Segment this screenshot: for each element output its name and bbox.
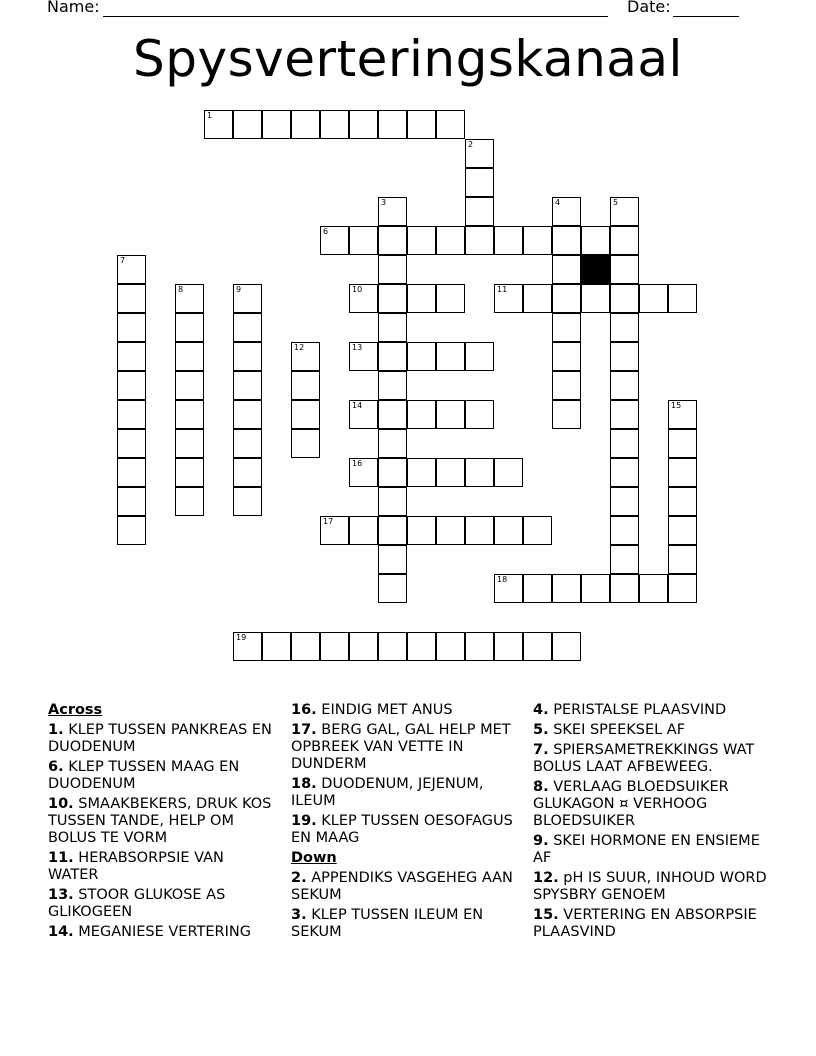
clue-item-number: 14.	[48, 924, 74, 940]
crossword-cell[interactable]	[639, 284, 668, 313]
clue-number: 12	[294, 343, 305, 352]
crossword-cell[interactable]	[668, 487, 697, 516]
crossword-cell[interactable]	[465, 632, 494, 661]
crossword-cell[interactable]	[378, 313, 407, 342]
clue-item	[533, 722, 773, 739]
crossword-cell[interactable]	[117, 429, 146, 458]
clue-number: 18	[497, 575, 508, 584]
crossword-cell[interactable]	[610, 284, 639, 313]
crossword-cell[interactable]	[523, 516, 552, 545]
clue-number: 4	[555, 198, 561, 207]
clue-item-number: 9.	[533, 833, 549, 849]
crossword-cell[interactable]	[523, 574, 552, 603]
clue-item	[48, 759, 273, 793]
crossword-cell[interactable]	[262, 110, 291, 139]
crossword-cell[interactable]	[233, 429, 262, 458]
crossword-cell[interactable]	[291, 371, 320, 400]
clues-column-3	[533, 702, 773, 944]
crossword-cell[interactable]	[175, 342, 204, 371]
crossword-cell[interactable]	[175, 284, 204, 313]
crossword-cell[interactable]	[465, 168, 494, 197]
crossword-cell[interactable]	[233, 284, 262, 313]
clue-item	[291, 907, 521, 941]
crossword-cell[interactable]	[320, 110, 349, 139]
crossword-cell[interactable]	[436, 284, 465, 313]
crossword-cell[interactable]	[378, 429, 407, 458]
crossword-cell[interactable]	[465, 226, 494, 255]
crossword-cell[interactable]	[175, 429, 204, 458]
clue-item-number: 13.	[48, 887, 74, 903]
crossword-cell[interactable]	[233, 400, 262, 429]
clue-item-text: EINDIG MET ANUS	[321, 702, 453, 718]
clue-number: 13	[352, 343, 363, 352]
crossword-cell[interactable]	[552, 371, 581, 400]
clues-column-2	[291, 702, 521, 944]
crossword-cell[interactable]	[233, 110, 262, 139]
clue-item-text: SPIERSAMETREKKINGS WAT BOLUS LAAT AFBEWEEG.	[533, 742, 755, 775]
clue-item-text: PERISTALSE PLAASVIND	[553, 702, 727, 718]
clues-section-heading: Down	[291, 850, 337, 866]
crossword-cell[interactable]	[378, 197, 407, 226]
crossword-cell[interactable]	[320, 632, 349, 661]
clue-item	[291, 870, 521, 904]
clue-number: 14	[352, 401, 363, 410]
crossword-cell[interactable]	[523, 226, 552, 255]
clue-item	[48, 924, 273, 941]
crossword-cell[interactable]	[407, 458, 436, 487]
crossword-cell[interactable]	[117, 458, 146, 487]
clue-item-text: APPENDIKS VASGEHEG AAN SEKUM	[291, 870, 513, 903]
clue-item-text: VERTERING EN ABSORPSIE PLAASVIND	[533, 907, 757, 940]
clue-item	[48, 796, 273, 847]
clue-item-number: 10.	[48, 796, 74, 812]
crossword-cell[interactable]	[175, 313, 204, 342]
clue-item-number: 12.	[533, 870, 559, 886]
crossword-cell[interactable]	[610, 342, 639, 371]
crossword-cell[interactable]	[552, 313, 581, 342]
clue-item-number: 19.	[291, 813, 317, 829]
clue-item-number: 16.	[291, 702, 317, 718]
crossword-cell[interactable]	[291, 342, 320, 371]
clue-item	[533, 870, 773, 904]
clue-item-number: 18.	[291, 776, 317, 792]
clue-number: 19	[236, 633, 247, 642]
clue-item-text: SMAAKBEKERS, DRUK KOS TUSSEN TANDE, HELP OM BOLUS TE VORM	[48, 796, 272, 846]
clue-number: 5	[613, 198, 619, 207]
crossword-cell[interactable]	[378, 632, 407, 661]
crossword-cell[interactable]	[610, 371, 639, 400]
crossword-cell[interactable]	[117, 342, 146, 371]
crossword-cell[interactable]	[378, 342, 407, 371]
crossword-cell[interactable]	[407, 110, 436, 139]
clue-item	[533, 702, 773, 719]
crossword-cell[interactable]	[494, 226, 523, 255]
clue-item-number: 3.	[291, 907, 307, 923]
crossword-cell[interactable]	[494, 458, 523, 487]
crossword-cell[interactable]	[552, 400, 581, 429]
clue-item-number: 6.	[48, 759, 64, 775]
crossword-cell[interactable]	[407, 632, 436, 661]
clue-number: 11	[497, 285, 508, 294]
crossword-cell[interactable]	[349, 632, 378, 661]
crossword-cell[interactable]	[610, 574, 639, 603]
crossword-cell[interactable]	[349, 400, 378, 429]
clue-item-text: KLEP TUSSEN MAAG EN DUODENUM	[48, 759, 240, 792]
clue-item	[291, 702, 521, 719]
clue-item-text: DUODENUM, JEJENUM, ILEUM	[291, 776, 484, 809]
crossword-cell[interactable]	[610, 313, 639, 342]
clue-item-text: pH IS SUUR, INHOUD WORD SPYSBRY GENOEM	[533, 870, 767, 903]
crossword-cell[interactable]	[117, 400, 146, 429]
clue-item-text: STOOR GLUKOSE AS GLIKOGEEN	[48, 887, 226, 920]
crossword-cell[interactable]	[233, 458, 262, 487]
crossword-cell[interactable]	[378, 400, 407, 429]
clue-number: 6	[323, 227, 329, 236]
clue-number: 7	[120, 256, 126, 265]
clue-item-number: 7.	[533, 742, 549, 758]
crossword-cell[interactable]	[523, 284, 552, 313]
crossword-cell[interactable]	[523, 632, 552, 661]
name-label: Name:	[47, 0, 100, 16]
crossword-cell[interactable]	[117, 371, 146, 400]
clue-number: 2	[468, 140, 474, 149]
crossword-cell[interactable]	[407, 342, 436, 371]
crossword-cell[interactable]	[378, 487, 407, 516]
crossword-cell[interactable]	[465, 400, 494, 429]
crossword-cell[interactable]	[610, 197, 639, 226]
crossword-cell[interactable]	[668, 516, 697, 545]
crossword-cell[interactable]	[175, 400, 204, 429]
crossword-cell[interactable]	[204, 110, 233, 139]
crossword-cell[interactable]	[407, 400, 436, 429]
clue-item-text: KLEP TUSSEN ILEUM EN SEKUM	[291, 907, 484, 940]
crossword-cell[interactable]	[581, 574, 610, 603]
crossword-cell[interactable]	[436, 110, 465, 139]
crossword-cell[interactable]	[668, 574, 697, 603]
clue-item	[533, 779, 773, 830]
crossword-cell[interactable]	[117, 313, 146, 342]
crossword-cell[interactable]	[349, 226, 378, 255]
clue-item-number: 2.	[291, 870, 307, 886]
clue-item-number: 1.	[48, 722, 64, 738]
crossword-cell[interactable]	[378, 458, 407, 487]
crossword-cell[interactable]	[668, 545, 697, 574]
crossword-cell[interactable]	[378, 284, 407, 313]
clue-item-number: 8.	[533, 779, 549, 795]
crossword-cell[interactable]	[233, 371, 262, 400]
clue-item	[291, 776, 521, 810]
crossword-cell[interactable]	[494, 574, 523, 603]
crossword-cell[interactable]	[117, 487, 146, 516]
crossword-cell[interactable]	[378, 516, 407, 545]
crossword-cell[interactable]	[349, 516, 378, 545]
clue-item	[48, 722, 273, 756]
crossword-cell[interactable]	[465, 342, 494, 371]
clue-item	[533, 833, 773, 867]
clue-item-number: 5.	[533, 722, 549, 738]
crossword-cell[interactable]	[175, 458, 204, 487]
clue-number: 1	[207, 111, 213, 120]
clue-item-text: KLEP TUSSEN OESOFAGUS EN MAAG	[291, 813, 513, 846]
clues-column-1	[48, 702, 273, 944]
crossword-cell[interactable]	[378, 545, 407, 574]
crossword-cell[interactable]	[378, 371, 407, 400]
crossword-cell[interactable]	[320, 516, 349, 545]
crossword-cell[interactable]	[378, 226, 407, 255]
clue-number: 3	[381, 198, 387, 207]
crossword-cell[interactable]	[349, 342, 378, 371]
clue-item	[48, 887, 273, 921]
crossword-cell[interactable]	[465, 516, 494, 545]
crossword-cell[interactable]	[407, 226, 436, 255]
crossword-cell[interactable]	[175, 487, 204, 516]
crossword-cell[interactable]	[610, 255, 639, 284]
crossword-cell[interactable]	[407, 284, 436, 313]
crossword-cell[interactable]	[552, 226, 581, 255]
crossword-cell[interactable]	[465, 458, 494, 487]
crossword-cell[interactable]	[233, 632, 262, 661]
crossword-cell[interactable]	[117, 255, 146, 284]
clues-section-heading: Across	[48, 702, 103, 718]
crossword-cell[interactable]	[639, 574, 668, 603]
crossword-cell[interactable]	[233, 313, 262, 342]
crossword-cell[interactable]	[436, 400, 465, 429]
crossword-cell[interactable]	[668, 284, 697, 313]
crossword-cell[interactable]	[610, 429, 639, 458]
crossword-cell[interactable]	[494, 284, 523, 313]
crossword-cell[interactable]	[610, 545, 639, 574]
crossword-cell[interactable]	[349, 284, 378, 313]
crossword-cell[interactable]	[291, 429, 320, 458]
clue-number: 15	[671, 401, 682, 410]
clue-item-text: VERLAAG BLOEDSUIKER GLUKAGON ¤ VERHOOG BLOEDSUIKER	[533, 779, 729, 829]
clue-item-text: HERABSORPSIE VAN WATER	[48, 850, 224, 883]
clue-number: 16	[352, 459, 363, 468]
crossword-cell[interactable]	[436, 342, 465, 371]
crossword-cell[interactable]	[552, 197, 581, 226]
crossword-cell[interactable]	[233, 342, 262, 371]
clue-item-text: KLEP TUSSEN PANKREAS EN DUODENUM	[48, 722, 272, 755]
crossword-cell[interactable]	[291, 400, 320, 429]
crossword-cell[interactable]	[320, 226, 349, 255]
clue-item-text: SKEI SPEEKSEL AF	[553, 722, 686, 738]
crossword-cell[interactable]	[291, 110, 320, 139]
clue-item	[48, 850, 273, 884]
crossword-cell[interactable]	[494, 632, 523, 661]
crossword-cell[interactable]	[378, 574, 407, 603]
crossword-cell[interactable]	[668, 458, 697, 487]
crossword-cell[interactable]	[349, 110, 378, 139]
clue-item-number: 11.	[48, 850, 74, 866]
crossword-cell[interactable]	[117, 516, 146, 545]
crossword-cell[interactable]	[610, 516, 639, 545]
crossword-cell[interactable]	[233, 487, 262, 516]
black-cell	[581, 255, 610, 284]
clue-item	[291, 813, 521, 847]
crossword-cell[interactable]	[494, 516, 523, 545]
clue-number: 17	[323, 517, 334, 526]
crossword-cell[interactable]	[436, 458, 465, 487]
crossword-cell[interactable]	[610, 458, 639, 487]
crossword-cell[interactable]	[349, 458, 378, 487]
crossword-cell[interactable]	[291, 632, 320, 661]
crossword-cell[interactable]	[436, 516, 465, 545]
crossword-cell[interactable]	[552, 632, 581, 661]
clue-number: 8	[178, 285, 184, 294]
clue-item-text: BERG GAL, GAL HELP MET OPBREEK VAN VETTE IN DUNDERM	[291, 722, 511, 772]
crossword-cell[interactable]	[610, 487, 639, 516]
crossword-cell[interactable]	[581, 284, 610, 313]
crossword-cell[interactable]	[552, 342, 581, 371]
crossword-cell[interactable]	[175, 371, 204, 400]
crossword-cell[interactable]	[552, 255, 581, 284]
crossword-cell[interactable]	[378, 255, 407, 284]
date-label: Date:	[627, 0, 671, 16]
crossword-cell[interactable]	[407, 516, 436, 545]
crossword-cell[interactable]	[465, 139, 494, 168]
clue-number: 9	[236, 285, 242, 294]
clue-item	[291, 722, 521, 773]
clue-item	[533, 742, 773, 776]
clue-number: 10	[352, 285, 363, 294]
crossword-cell[interactable]	[581, 226, 610, 255]
crossword-cell[interactable]	[610, 226, 639, 255]
clue-item-text: SKEI HORMONE EN ENSIEME AF	[533, 833, 760, 866]
crossword-cell[interactable]	[117, 284, 146, 313]
crossword-cell[interactable]	[610, 400, 639, 429]
crossword-cell[interactable]	[436, 226, 465, 255]
crossword-cell[interactable]	[552, 574, 581, 603]
clue-item	[533, 907, 773, 941]
clue-item-text: MEGANIESE VERTERING	[78, 924, 251, 940]
crossword-cell[interactable]	[552, 284, 581, 313]
clue-item-number: 15.	[533, 907, 559, 923]
clue-item-number: 17.	[291, 722, 317, 738]
crossword-cell[interactable]	[436, 632, 465, 661]
puzzle-title: Spysverteringskanaal	[133, 30, 683, 88]
clue-item-number: 4.	[533, 702, 549, 718]
crossword-cell[interactable]	[378, 110, 407, 139]
crossword-cell[interactable]	[668, 400, 697, 429]
crossword-cell[interactable]	[465, 197, 494, 226]
crossword-cell[interactable]	[668, 429, 697, 458]
crossword-cell[interactable]	[262, 632, 291, 661]
